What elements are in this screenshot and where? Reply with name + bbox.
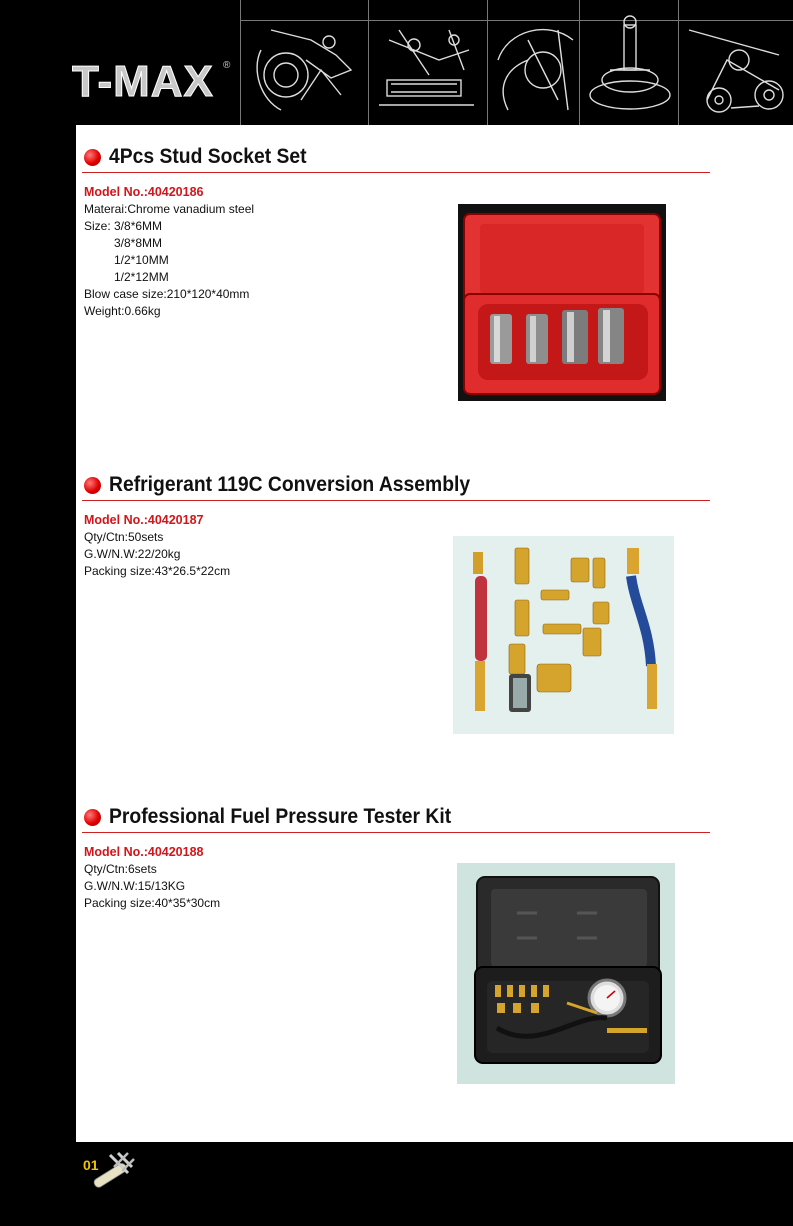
header-icon-cell: [240, 0, 369, 125]
red-bullet-icon: [84, 477, 101, 494]
model-number: Model No.:40420188: [84, 845, 204, 859]
tool-set-icon: [369, 0, 488, 125]
red-bullet-icon: [84, 149, 101, 166]
spec-line: Qty/Ctn:6sets: [84, 862, 157, 876]
product-title-row: [84, 143, 324, 171]
spec-line: Size: 3/8*6MM: [84, 219, 163, 233]
header-icon-cell: [579, 0, 679, 125]
title-underline: [82, 172, 710, 173]
model-number: Model No.:40420186: [84, 185, 204, 199]
spec-list: [84, 201, 254, 320]
header-icon-cell: [678, 0, 793, 125]
spec-line: Packing size:40*35*30cm: [84, 896, 221, 910]
page-number: 01: [83, 1157, 99, 1173]
trademark-symbol: ®: [223, 60, 231, 71]
product-title: Refrigerant 119C Conversion Assembly: [109, 473, 471, 496]
spec-line: Weight:0.66kg: [84, 304, 161, 318]
product-title: Professional Fuel Pressure Tester Kit: [109, 805, 452, 828]
wheel-hub-icon: [580, 0, 679, 125]
puller-arm-icon: [488, 0, 580, 125]
header-icon-cell: [487, 0, 580, 125]
spec-line: G.W/N.W:22/20kg: [84, 547, 181, 561]
spec-line: G.W/N.W:15/13KG: [84, 879, 186, 893]
spec-line: Materai:Chrome vanadium steel: [84, 202, 255, 216]
product-section: [76, 471, 793, 771]
product-section: [76, 143, 793, 443]
model-number: Model No.:40420187: [84, 513, 204, 527]
spec-list: [84, 861, 220, 912]
spec-list: [84, 529, 230, 580]
spec-line: 3/8*8MM: [114, 236, 163, 250]
title-underline: [82, 832, 710, 833]
product-photo-refrigerant-assembly: [453, 536, 674, 734]
product-photo-fuel-tester-kit: [457, 863, 675, 1084]
product-photo-socket-set: [458, 204, 666, 401]
red-bullet-icon: [84, 809, 101, 826]
title-underline: [82, 500, 710, 501]
product-title-row: [84, 471, 502, 499]
header-banner: [0, 0, 793, 125]
product-title: 4Pcs Stud Socket Set: [109, 145, 307, 168]
spec-line: 1/2*10MM: [114, 253, 169, 267]
spec-line: Packing size:43*26.5*22cm: [84, 564, 231, 578]
logo-text: T-MAX: [72, 57, 214, 106]
header-icon-cell: [368, 0, 488, 125]
spec-line: Qty/Ctn:50sets: [84, 530, 164, 544]
spec-line: 1/2*12MM: [114, 270, 169, 284]
tmax-logo: [70, 46, 240, 106]
product-title-row: [84, 803, 481, 831]
product-section: [76, 803, 793, 1103]
pulley-puller-icon: [241, 0, 369, 125]
spec-line: Blow case size:210*120*40mm: [84, 287, 250, 301]
catalog-page: [76, 125, 793, 1142]
belt-drive-icon: [679, 0, 793, 125]
